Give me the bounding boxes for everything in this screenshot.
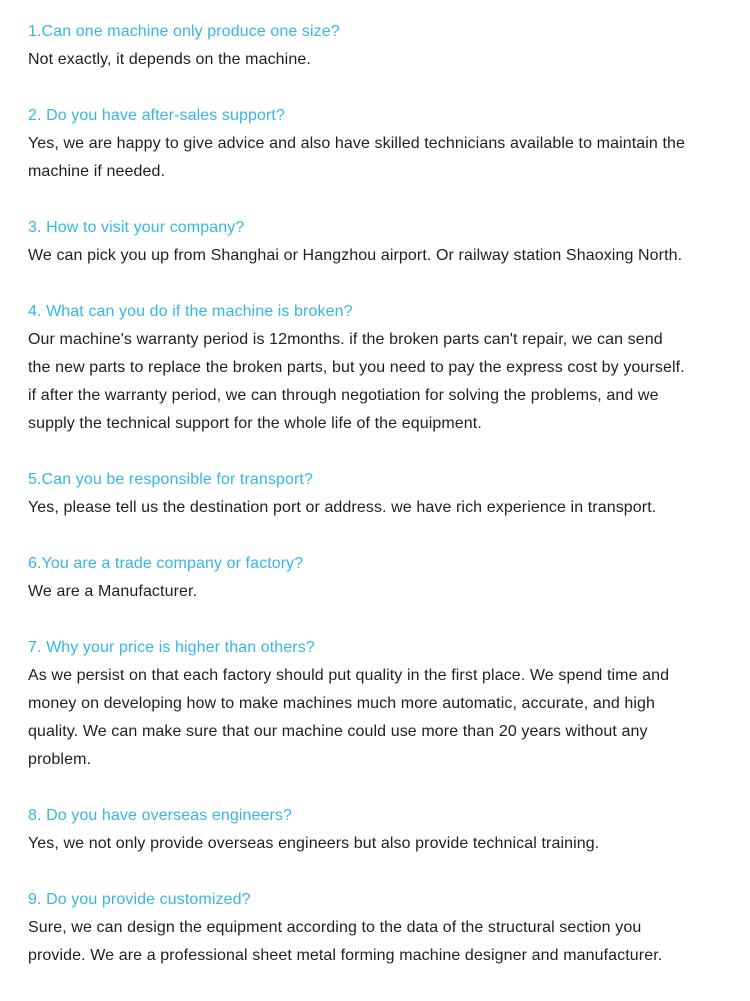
faq-question: 6.You are a trade company or factory? — [28, 555, 304, 572]
faq-answer-line: Not exactly, it depends on the machine. — [28, 51, 311, 68]
faq-answer-line: supply the technical support for the whole life of the equipment. — [28, 415, 482, 432]
faq-question: 9. Do you provide customized? — [28, 891, 251, 908]
faq-answer — [28, 662, 740, 774]
faq-item-6 — [28, 550, 740, 606]
faq-item-1 — [28, 18, 740, 74]
faq-answer-line: problem. — [28, 751, 92, 768]
faq-item-3 — [28, 214, 740, 270]
faq-answer-line: Sure, we can design the equipment according to the data of the structural section you — [28, 919, 642, 936]
faq-list — [28, 18, 740, 998]
faq-question: 3. How to visit your company? — [28, 219, 245, 236]
faq-answer — [28, 914, 740, 970]
faq-answer — [28, 494, 740, 522]
faq-question: 8. Do you have overseas engineers? — [28, 807, 293, 824]
faq-answer-line: money on developing how to make machines much more automatic, accurate, and high — [28, 695, 656, 712]
faq-answer-line: Yes, we not only provide overseas engineers but also provide technical training. — [28, 835, 600, 852]
faq-answer — [28, 130, 740, 186]
faq-item-9 — [28, 886, 740, 970]
faq-answer-line: provide. We are a professional sheet metal forming machine designer and manufacturer. — [28, 947, 663, 964]
faq-answer-line: Yes, we are happy to give advice and also have skilled technicians available to maintain the — [28, 135, 686, 152]
faq-answer — [28, 242, 740, 270]
faq-answer — [28, 830, 740, 858]
faq-question: 7. Why your price is higher than others? — [28, 639, 315, 656]
faq-answer-line: As we persist on that each factory should put quality in the first place. We spend time and — [28, 667, 670, 684]
faq-item-5 — [28, 466, 740, 522]
faq-item-8 — [28, 802, 740, 858]
faq-answer-line: Our machine's warranty period is 12months. if the broken parts can't repair, we can send — [28, 331, 663, 348]
faq-question: 5.Can you be responsible for transport? — [28, 471, 313, 488]
faq-answer-line: We are a Manufacturer. — [28, 583, 198, 600]
faq-item-4 — [28, 298, 740, 438]
faq-item-7 — [28, 634, 740, 774]
faq-question: 2. Do you have after-sales support? — [28, 107, 285, 124]
faq-answer-line: the new parts to replace the broken parts, but you need to pay the express cost by yourself. — [28, 359, 685, 376]
faq-answer-line: if after the warranty period, we can through negotiation for solving the problems, and we — [28, 387, 659, 404]
faq-answer-line: We can pick you up from Shanghai or Hangzhou airport. Or railway station Shaoxing North. — [28, 247, 683, 264]
faq-question: 4. What can you do if the machine is broken? — [28, 303, 353, 320]
faq-item-2 — [28, 102, 740, 186]
faq-answer — [28, 578, 740, 606]
faq-answer-line: quality. We can make sure that our machine could use more than 20 years without any — [28, 723, 648, 740]
faq-answer-line: Yes, please tell us the destination port or address. we have rich experience in transport. — [28, 499, 657, 516]
faq-question: 1.Can one machine only produce one size? — [28, 23, 340, 40]
faq-answer — [28, 326, 740, 438]
faq-answer — [28, 46, 740, 74]
faq-answer-line: machine if needed. — [28, 163, 166, 180]
